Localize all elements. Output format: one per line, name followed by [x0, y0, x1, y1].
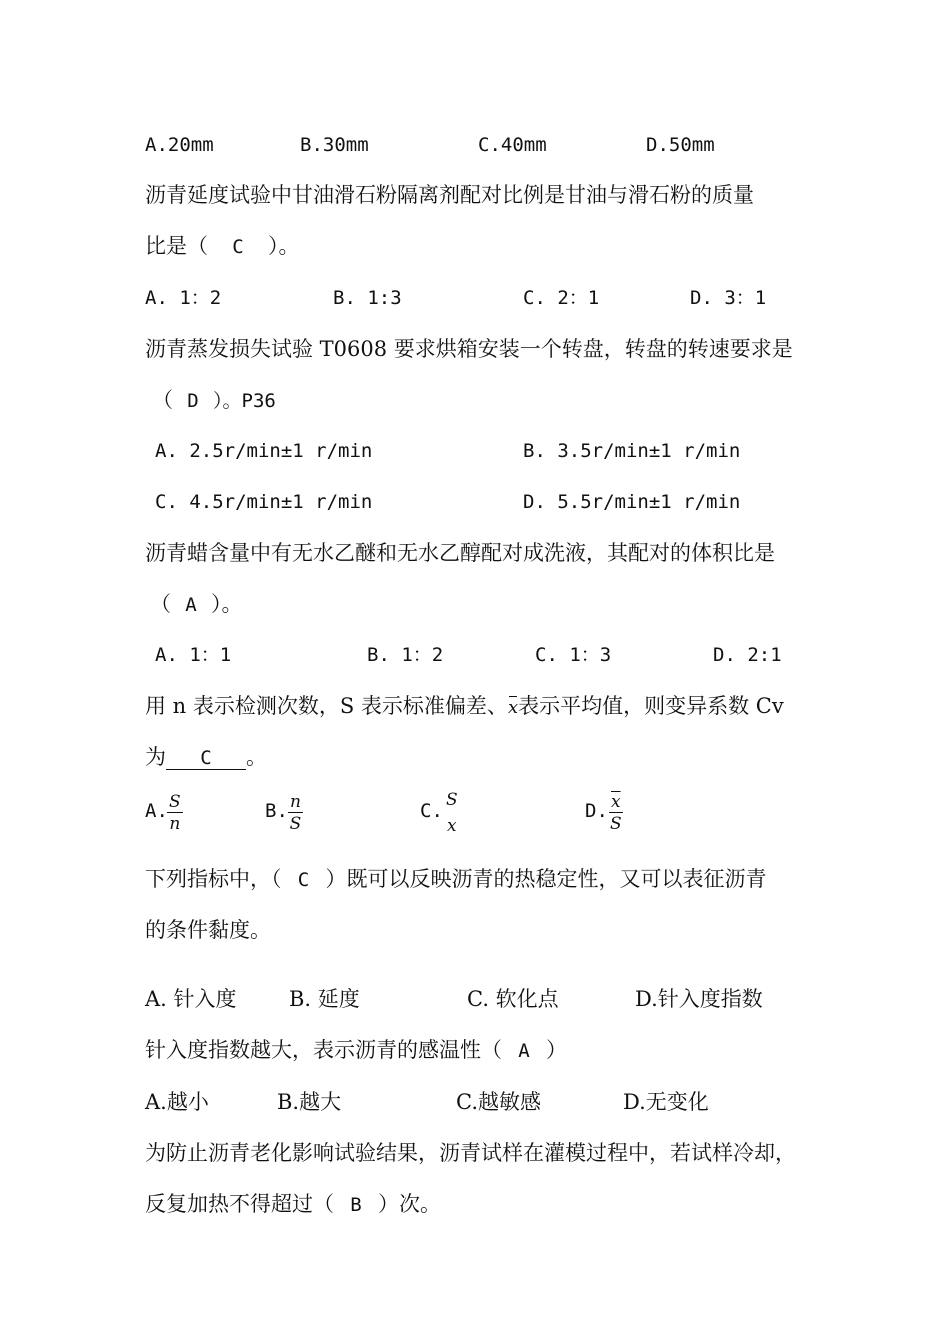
fraction-denominator: n — [169, 814, 181, 834]
q6-option-d: D.针入度指数 — [635, 987, 763, 1011]
q4-option-d: D. 2:1 — [713, 644, 782, 666]
q5-option-a-fraction — [167, 793, 183, 833]
q5-suffix: 表示平均值，则变异系数 Cv — [518, 694, 784, 718]
q8-answer: B — [350, 1194, 362, 1216]
q1-option-d: D.50mm — [646, 134, 715, 156]
q6-answer: C — [297, 869, 310, 891]
q6-option-a: A. 针入度 — [145, 987, 237, 1011]
q5-option-d-fraction — [609, 793, 623, 833]
q4-option-c: C. 1：3 — [535, 644, 612, 666]
q8-suffix: ）次。 — [378, 1192, 441, 1216]
q2-answer: C — [232, 236, 244, 258]
q7-suffix: ） — [546, 1038, 567, 1062]
q8-text-line2 — [145, 1191, 441, 1218]
q6-option-b: B. 延度 — [289, 987, 360, 1011]
q5-option-c-label: C. — [420, 800, 443, 822]
q1-option-b: B.30mm — [300, 134, 369, 156]
q3-answer: D — [187, 390, 199, 412]
q6-option-c: C. 软化点 — [467, 987, 559, 1011]
q5-option-b-label: B. — [265, 800, 288, 822]
q6-prefix: 下列指标中，（ — [145, 867, 282, 891]
q5-answer-blank: C — [166, 747, 246, 770]
q3-option-b: B. 3.5r/min±1 r/min — [523, 440, 741, 462]
q7-option-c: C.越敏感 — [456, 1090, 541, 1114]
q5-text-line2 — [145, 744, 267, 770]
q5-prefix: 用 n 表示检测次数，S 表示标准偏差、 — [145, 694, 508, 718]
q4-answer: A — [185, 594, 197, 616]
q7-option-a: A.越小 — [145, 1090, 209, 1114]
q4-option-a: A. 1：1 — [155, 644, 232, 666]
q7-answer: A — [518, 1040, 530, 1062]
q4-suffix: ）。 — [211, 592, 243, 616]
q6-text-line1 — [145, 866, 767, 893]
q4-option-b: B. 1：2 — [367, 644, 444, 666]
q2-suffix: ）。 — [268, 234, 300, 258]
fraction-numerator: $\overline{x}$ — [611, 792, 621, 812]
q2-option-d: D. 3：1 — [690, 287, 767, 309]
q3-option-a: A. 2.5r/min±1 r/min — [155, 440, 373, 462]
q5-option-c-fraction — [444, 791, 460, 835]
q2-text-line1: 沥青延度试验中甘油滑石粉隔离剂配对比例是甘油与滑石粉的质量 — [145, 183, 754, 207]
q1-option-a: A.20mm — [145, 134, 214, 156]
fraction-numerator: n — [290, 792, 301, 812]
q3-text-line2 — [152, 387, 276, 414]
q5-text-line1 — [145, 693, 784, 721]
q2-option-a: A. 1：2 — [145, 287, 222, 309]
q5-prefix2: 为 — [145, 745, 166, 769]
q3-prefix: （ — [152, 388, 173, 412]
q4-text-line1: 沥青蜡含量中有无水乙醚和无水乙醇配对成洗液，其配对的体积比是 — [145, 541, 775, 565]
q2-prefix: 比是（ — [145, 234, 208, 258]
q2-option-b: B. 1:3 — [333, 287, 402, 309]
q7-text-line1 — [145, 1037, 567, 1064]
q7-option-b: B.越大 — [277, 1090, 342, 1114]
q1-option-c: C.40mm — [478, 134, 547, 156]
q6-text-line2: 的条件黏度。 — [145, 918, 271, 942]
q6-suffix: ）既可以反映沥青的热稳定性，又可以表征沥青 — [325, 867, 767, 891]
fraction-numerator: S — [446, 790, 458, 810]
q2-option-c: C. 2：1 — [523, 287, 600, 309]
q5-option-d-label: D. — [585, 800, 608, 822]
q3-suffix: ）。P36 — [213, 390, 276, 412]
q2-text-line2 — [145, 233, 300, 260]
q7-prefix: 针入度指数越大，表示沥青的感温性（ — [145, 1038, 502, 1062]
fraction-denominator: S — [609, 814, 622, 834]
fraction-numerator: S — [169, 792, 181, 812]
q3-option-d: D. 5.5r/min±1 r/min — [523, 491, 741, 513]
q8-text-line1: 为防止沥青老化影响试验结果，沥青试样在灌模过程中，若试样冷却， — [145, 1141, 796, 1165]
q4-prefix: （ — [150, 592, 171, 616]
x-bar-symbol: x — [508, 695, 518, 721]
q3-text-line1: 沥青蒸发损失试验 T0608 要求烘箱安装一个转盘，转盘的转速要求是 — [145, 337, 793, 361]
q3-option-c: C. 4.5r/min±1 r/min — [155, 491, 373, 513]
q5-option-a-label: A. — [145, 800, 168, 822]
q8-prefix: 反复加热不得超过（ — [145, 1192, 334, 1216]
q5-suffix2: 。 — [246, 745, 267, 769]
q5-option-b-fraction — [288, 793, 303, 833]
fraction-denominator: x — [447, 816, 457, 836]
q7-option-d: D.无变化 — [623, 1090, 709, 1114]
fraction-denominator: S — [289, 814, 302, 834]
q4-text-line2 — [150, 591, 243, 618]
